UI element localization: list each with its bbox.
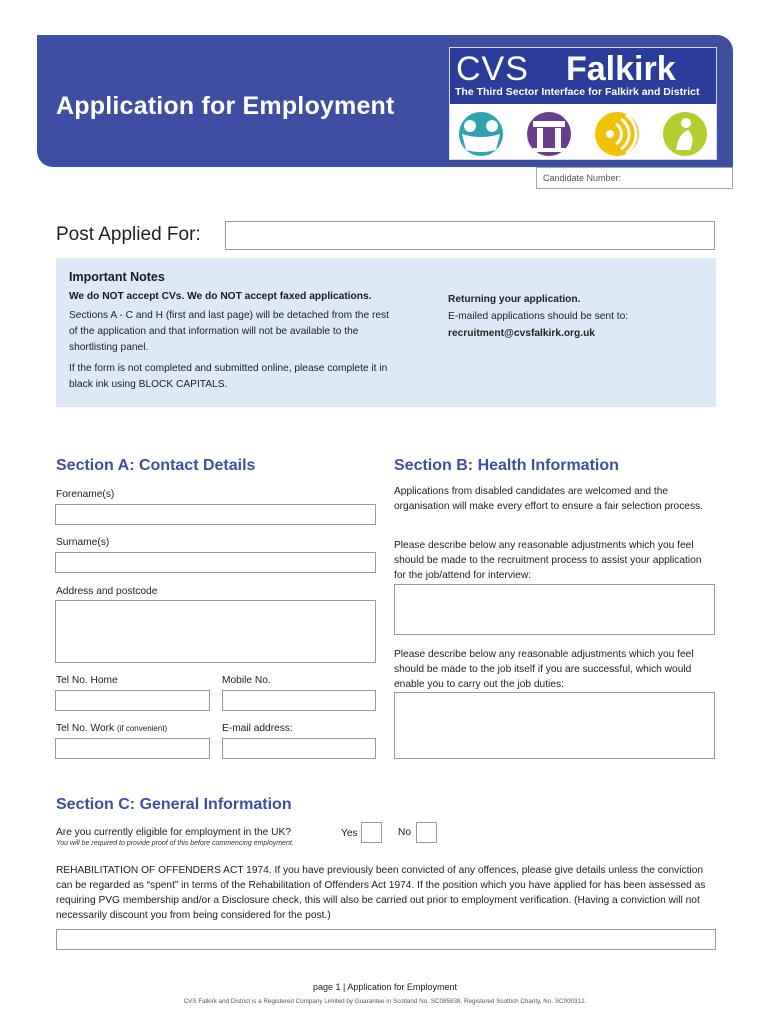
yes-checkbox[interactable]	[361, 822, 382, 843]
job-adjustments-question: Please describe below any reasonable adjustments which you feel should be made to the job itself if you are successful, which would enable you to carry out the job duties:	[394, 649, 694, 690]
important-notes-ink-text: If the form is not completed and submitted online, please complete it in black ink using BLOCK CAPITALS.	[69, 363, 388, 390]
tel-work-label	[56, 723, 167, 734]
recruitment-email: recruitment@cvsfalkirk.org.uk	[448, 328, 595, 339]
returning-application-block	[448, 291, 638, 342]
tel-work-label-text: Tel No. Work	[56, 723, 115, 734]
tel-home-input[interactable]	[55, 690, 210, 711]
yes-label: Yes	[341, 828, 358, 839]
tel-home-label: Tel No. Home	[56, 675, 118, 686]
address-input[interactable]	[55, 600, 376, 663]
address-label: Address and postcode	[56, 586, 158, 597]
tel-work-input[interactable]	[55, 738, 210, 759]
person-leaf-icon	[656, 110, 714, 158]
section-a-title: Section A: Contact Details	[56, 457, 256, 474]
important-notes-panel	[56, 258, 716, 407]
sound-waves-icon	[588, 110, 646, 158]
footer-page-label: page 1 | Application for Employment	[313, 982, 457, 992]
rehabilitation-text: REHABILITATION OF OFFENDERS ACT 1974. If you have previously been convicted of any offences, please give details unless the conviction can be regarded as “spent” in terms of the Rehabilitation of Offenders Act 1974. If the position which you have applied for has been assessed as requiring PVG membership and/or a Disclosure check, this will also be carried out prior to employment verification. (Having a conviction will not necessarily discount you from being considered for the post.)	[56, 865, 706, 921]
returning-application-title: Returning your application.	[448, 294, 581, 305]
convictions-input[interactable]	[56, 929, 716, 950]
logo-word-falkirk: Falkirk	[566, 50, 676, 88]
job-adjustments-input[interactable]	[394, 692, 715, 759]
health-intro-text: Applications from disabled candidates are welcomed and the organisation will make every effort to ensure a fair selection process.	[394, 486, 703, 512]
tel-work-note: (if convenient)	[116, 724, 168, 733]
uk-eligibility-note: You will be required to provide proof of this before commencing employment.	[56, 840, 294, 847]
important-notes-detach-text: Sections A - C and H (first and last page) will be detached from the rest of the application and that information will not be available to the shortlisting panel.	[69, 310, 389, 353]
recruitment-adjustments-input[interactable]	[394, 584, 715, 635]
logo-banner	[450, 48, 716, 104]
no-label: No	[398, 827, 412, 838]
logo-word-cvs: CVS	[456, 50, 529, 88]
mobile-label: Mobile No.	[222, 675, 271, 686]
people-group-icon	[452, 110, 510, 158]
page-title: Application for Employment	[56, 92, 395, 120]
surname-label: Surname(s)	[56, 537, 110, 548]
pillar-building-icon	[520, 110, 578, 158]
candidate-number-field[interactable]	[536, 167, 733, 189]
no-checkbox[interactable]	[416, 822, 437, 843]
returning-application-text: E-mailed applications should be sent to:	[448, 311, 629, 322]
uk-eligibility-question: Are you currently eligible for employment in the UK?	[56, 827, 291, 838]
post-applied-label: Post Applied For:	[56, 224, 201, 245]
logo-icons	[450, 108, 716, 160]
section-b-title: Section B: Health Information	[394, 457, 619, 474]
footer-legal: CVS Falkirk and District is a Registered Company Limited by Guarantee in Scotland No. SC085838. Registered Scottish Charity, No. SC000312.	[183, 998, 587, 1005]
forename-input[interactable]	[55, 504, 376, 525]
candidate-number-label: Candidate Number:	[543, 173, 622, 183]
forename-label: Forename(s)	[56, 489, 115, 500]
email-label: E-mail address:	[222, 723, 293, 734]
recruitment-adjustments-question: Please describe below any reasonable adjustments which you feel should be made to the recruitment process to assist your application for the job/attend for interview:	[394, 540, 702, 581]
cvs-falkirk-logo	[449, 47, 717, 160]
mobile-input[interactable]	[222, 690, 376, 711]
section-c-title: Section C: General Information	[56, 796, 292, 813]
surname-input[interactable]	[55, 552, 376, 573]
important-notes-cv-warning: We do NOT accept CVs. We do NOT accept faxed applications.	[69, 291, 372, 302]
post-applied-input[interactable]	[225, 221, 715, 250]
email-input[interactable]	[222, 738, 376, 759]
important-notes-title: Important Notes	[69, 270, 165, 284]
logo-tagline: The Third Sector Interface for Falkirk and District	[455, 86, 700, 98]
